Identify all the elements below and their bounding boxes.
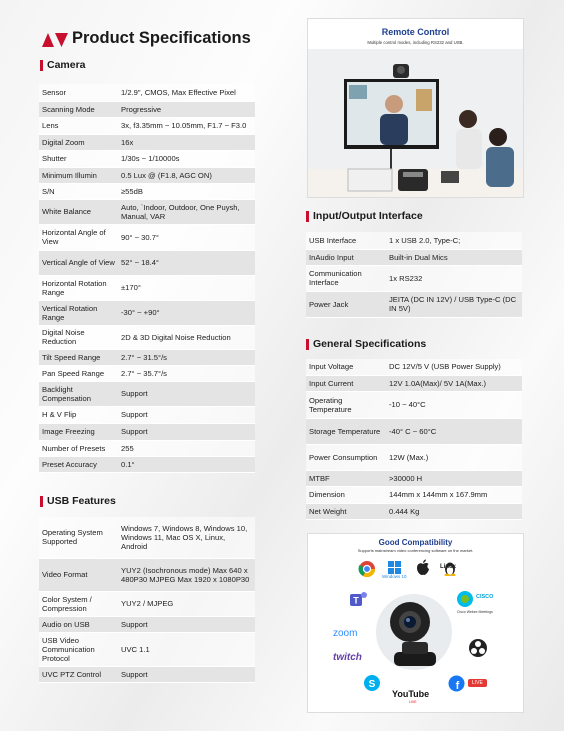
spec-label: InAudio Input [306,249,386,265]
spec-row [306,418,522,444]
spec-row [39,440,255,456]
general-section-title: General Specifications [306,338,426,350]
spec-row [39,150,255,167]
spec-label: MTBF [306,470,386,486]
spec-label: Lens [39,117,118,134]
spec-label: Power Consumption [306,444,386,470]
youtube-label: YouTube [392,689,430,699]
spec-value: 1/30s ~ 1/10000s [118,150,255,167]
spec-row [39,134,255,150]
spec-row [39,616,255,632]
usb-section-title: USB Features [40,495,116,507]
spec-value: YUY2 / MJPEG [118,591,255,616]
spec-row [39,406,255,423]
spec-value: UVC 1.1 [118,632,255,666]
twitch-label: twitch [333,652,362,663]
zoom-label: zoom [333,628,358,639]
spec-value: 2.7° ~ 35.7°/s [118,365,255,381]
cisco-label: CISCO [476,594,494,600]
spec-value: 1 x USB 2.0, Type-C; [386,232,522,249]
conference-room-illustration [308,19,523,197]
spec-row [39,381,255,406]
spec-row [306,265,522,291]
spec-row [39,666,255,682]
spec-label: Operating Temperature [306,391,386,418]
spec-row [39,250,255,275]
spec-row [39,349,255,365]
cisco-webex-icon [456,590,474,608]
section-marker [40,60,43,71]
spec-label: Net Weight [306,503,386,519]
spec-label: Pan Speed Range [39,365,118,381]
spec-label: Power Jack [306,291,386,317]
compatibility-panel [307,533,524,713]
spec-label: Video Format [39,558,118,591]
spec-row [306,249,522,265]
spec-value: Support [118,406,255,423]
spec-row [39,84,255,101]
spec-value: Support [118,616,255,632]
camera-section-title: Camera [40,59,86,71]
spec-value: Built-in Dual Mics [386,249,522,265]
spec-label: Minimum Illumin [39,167,118,183]
skype-icon [363,674,381,692]
spec-row [39,101,255,117]
svg-text:f: f [455,680,460,692]
spec-value: 0.5 Lux @ (F1.8, AGC ON) [118,167,255,183]
spec-row [306,470,522,486]
spec-label: Image Freezing [39,423,118,440]
spec-label: Audio on USB [39,616,118,632]
spec-label: S/N [39,183,118,199]
spec-value: 255 [118,440,255,456]
brand-logo-icon [42,33,68,47]
io-spec-table [306,232,522,318]
spec-row [306,359,522,375]
spec-value: Progressive [118,101,255,117]
spec-label: Tilt Speed Range [39,349,118,365]
spec-label: White Balance [39,199,118,224]
chrome-icon [358,560,376,578]
spec-row [306,503,522,519]
spec-row [39,199,255,224]
spec-value: >30000 H [386,470,522,486]
compatibility-title: Good Compatibility [378,538,453,547]
remote-control-subtitle: Multiple control modes, including RS232 and USB. [367,40,464,45]
spec-label: Scanning Mode [39,101,118,117]
spec-value: JEITA (DC IN 12V) / USB Type-C (DC IN 5V) [386,291,522,317]
spec-row [39,325,255,349]
spec-value: -10 ~ 40°C [386,391,522,418]
ptz-camera-image [370,584,458,674]
windows-icon [388,561,402,574]
spec-label: Horizontal Rotation Range [39,275,118,300]
svg-text:T: T [353,595,359,606]
spec-label: Operating System Supported [39,517,118,558]
spec-value: 90° ~ 30.7° [118,224,255,250]
page-title: Product Specifications [72,29,251,47]
spec-row [39,456,255,472]
spec-label: Storage Temperature [306,418,386,444]
spec-value: 2.7° ~ 31.5°/s [118,349,255,365]
microsoft-teams-icon [348,589,368,609]
spec-value: Support [118,381,255,406]
section-marker [306,211,309,222]
spec-row [39,365,255,381]
spec-row [39,517,255,558]
spec-label: Vertical Rotation Range [39,300,118,325]
spec-row [39,558,255,591]
spec-value: ≥55dB [118,183,255,199]
spec-row [306,291,522,317]
spec-row [39,632,255,666]
spec-value: -30° ~ +90° [118,300,255,325]
spec-value: DC 12V/5 V (USB Power Supply) [386,359,522,375]
usb-spec-table [39,517,255,683]
spec-label: Input Current [306,375,386,391]
spec-value: Auto, `Indoor, Outdoor, One Puysh, Manual, VAR [118,199,255,224]
apple-icon [416,559,430,576]
compatibility-subtitle: Supports mainstream video conferencing software on the market. [357,548,474,553]
spec-label: USB Interface [306,232,386,249]
spec-row [39,591,255,616]
spec-label: Preset Accuracy [39,456,118,472]
spec-value: Support [118,423,255,440]
spec-label: Communication Interface [306,265,386,291]
webex-label: Cisco Webex Meetings [457,610,493,614]
facebook-icon [448,675,465,692]
spec-value: 0.444 Kg [386,503,522,519]
spec-value: 12W (Max.) [386,444,522,470]
general-spec-table [306,359,522,520]
spec-value: 2D & 3D Digital Noise Reduction [118,325,255,349]
spec-value: 12V 1.0A(Max)/ 5V 1A(Max.) [386,375,522,391]
svg-text:S: S [368,679,376,690]
spec-value: 1x RS232 [386,265,522,291]
spec-row [39,275,255,300]
obs-icon [468,638,488,658]
spec-value: YUY2 (Isochronous mode) Max 640 x 480P30 MJPEG Max 1920 x 1080P30 [118,558,255,591]
io-section-title: Input/Output Interface [306,210,423,222]
spec-row [306,486,522,503]
spec-label: USB Video Communication Protocol [39,632,118,666]
spec-row [39,300,255,325]
spec-value: 16x [118,134,255,150]
spec-value: -40° C ~ 60°C [386,418,522,444]
spec-label: Digital Noise Reduction [39,325,118,349]
spec-row [39,183,255,199]
spec-label: Vertical Angle of View [39,250,118,275]
spec-label: Number of Presets [39,440,118,456]
spec-value: 3x, f3.35mm ~ 10.05mm, F1.7 ~ F3.0 [118,117,255,134]
spec-value: Windows 7, Windows 8, Windows 10, Windows 11, Mac OS X, Linux, Android [118,517,255,558]
spec-row [39,224,255,250]
live-badge: LIVE [468,679,487,687]
spec-value: Support [118,666,255,682]
spec-row [39,167,255,183]
spec-value: 1/2.9", CMOS, Max Effective Pixel [118,84,255,101]
spec-label: H & V Flip [39,406,118,423]
remote-control-panel [307,18,524,198]
spec-label: Digital Zoom [39,134,118,150]
spec-label: Sensor [39,84,118,101]
spec-label: Input Voltage [306,359,386,375]
spec-row [39,423,255,440]
spec-label: Dimension [306,486,386,503]
spec-row [306,391,522,418]
camera-spec-table [39,84,255,473]
spec-label: Color System / Compression [39,591,118,616]
youtube-live-label: LIVE [409,700,417,704]
spec-value: 52° ~ 18.4° [118,250,255,275]
section-marker [40,496,43,507]
remote-control-title: Remote Control [381,27,450,37]
spec-value: 144mm x 144mm x 167.9mm [386,486,522,503]
spec-row [306,375,522,391]
spec-row [306,444,522,470]
spec-label: Backlight Compensation [39,381,118,406]
spec-label: Shutter [39,150,118,167]
linux-label: Linux [440,564,456,570]
spec-value: ±170° [118,275,255,300]
spec-label: Horizontal Angle of View [39,224,118,250]
spec-value: 0.1° [118,456,255,472]
windows-label: Windows 10 [382,574,407,579]
spec-label: UVC PTZ Control [39,666,118,682]
section-marker [306,339,309,350]
spec-row [306,232,522,249]
spec-row [39,117,255,134]
